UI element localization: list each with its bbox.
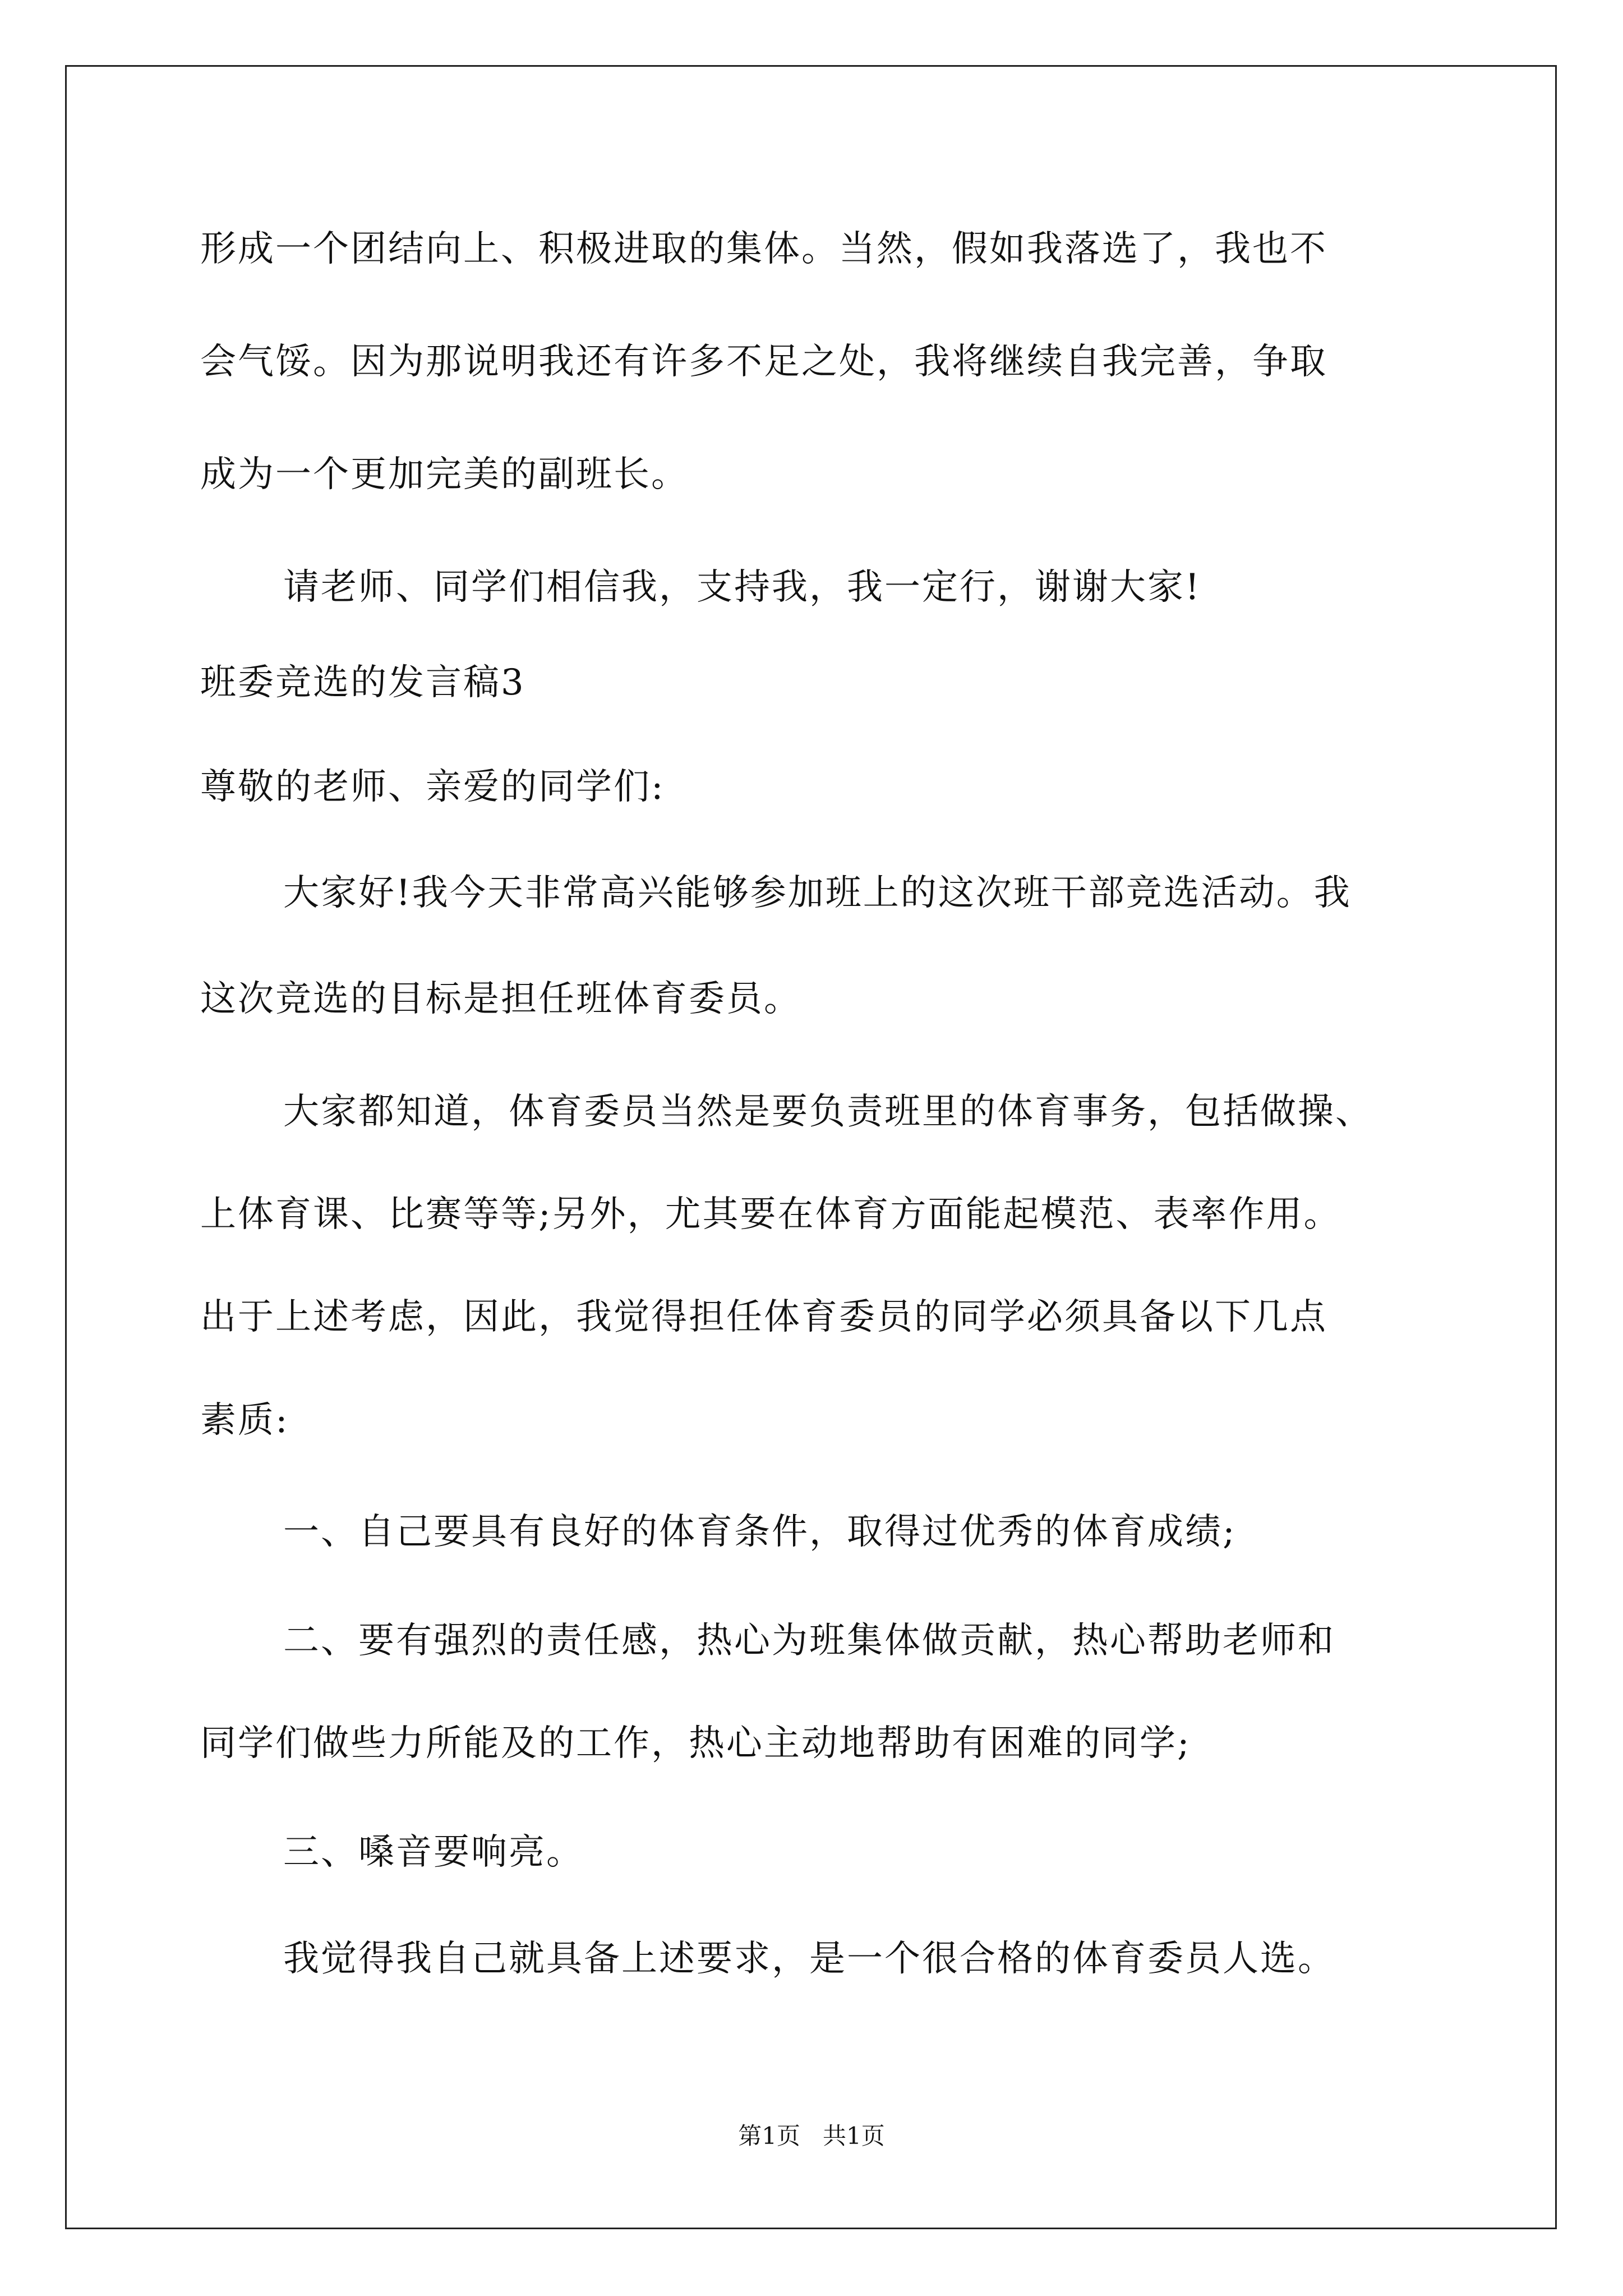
paragraph-line: 大家好!我今天非常高兴能够参加班上的这次班干部竞选活动。我 — [283, 872, 1352, 914]
salutation: 尊敬的老师、亲爱的同学们: — [200, 766, 665, 808]
paragraph-line: 三、嗓音要响亮。 — [283, 1832, 584, 1873]
page-number-footer: 第1页 共1页 — [738, 2122, 885, 2150]
paragraph-line: 成为一个更加完美的副班长。 — [200, 454, 689, 495]
paragraph-line: 我觉得我自己就具备上述要求，是一个很合格的体育委员人选。 — [283, 1938, 1335, 1980]
paragraph-line: 会气馁。因为那说明我还有许多不足之处，我将继续自我完善，争取 — [200, 341, 1327, 383]
paragraph-line: 一、自己要具有良好的体育条件，取得过优秀的体育成绩; — [283, 1511, 1237, 1553]
paragraph-line: 大家都知道，体育委员当然是要负责班里的体育事务，包括做操、 — [283, 1091, 1373, 1133]
paragraph-line: 出于上述考虑，因此，我觉得担任体育委员的同学必须具备以下几点 — [200, 1296, 1327, 1338]
paragraph-line: 请老师、同学们相信我，支持我，我一定行，谢谢大家! — [283, 567, 1201, 608]
section-heading: 班委竞选的发言稿3 — [200, 662, 525, 703]
paragraph-line: 形成一个团结向上、积极进取的集体。当然，假如我落选了，我也不 — [200, 228, 1327, 270]
page-border — [65, 65, 1557, 2229]
paragraph-line: 素质: — [200, 1400, 289, 1441]
paragraph-line: 上体育课、比赛等等;另外，尤其要在体育方面能起模范、表率作用。 — [200, 1194, 1341, 1235]
paragraph-line: 这次竞选的目标是担任班体育委员。 — [200, 978, 801, 1020]
paragraph-line: 同学们做些力所能及的工作，热心主动地帮助有困难的同学; — [200, 1723, 1191, 1764]
paragraph-line: 二、要有强烈的责任感，热心为班集体做贡献，热心帮助老师和 — [283, 1620, 1335, 1662]
